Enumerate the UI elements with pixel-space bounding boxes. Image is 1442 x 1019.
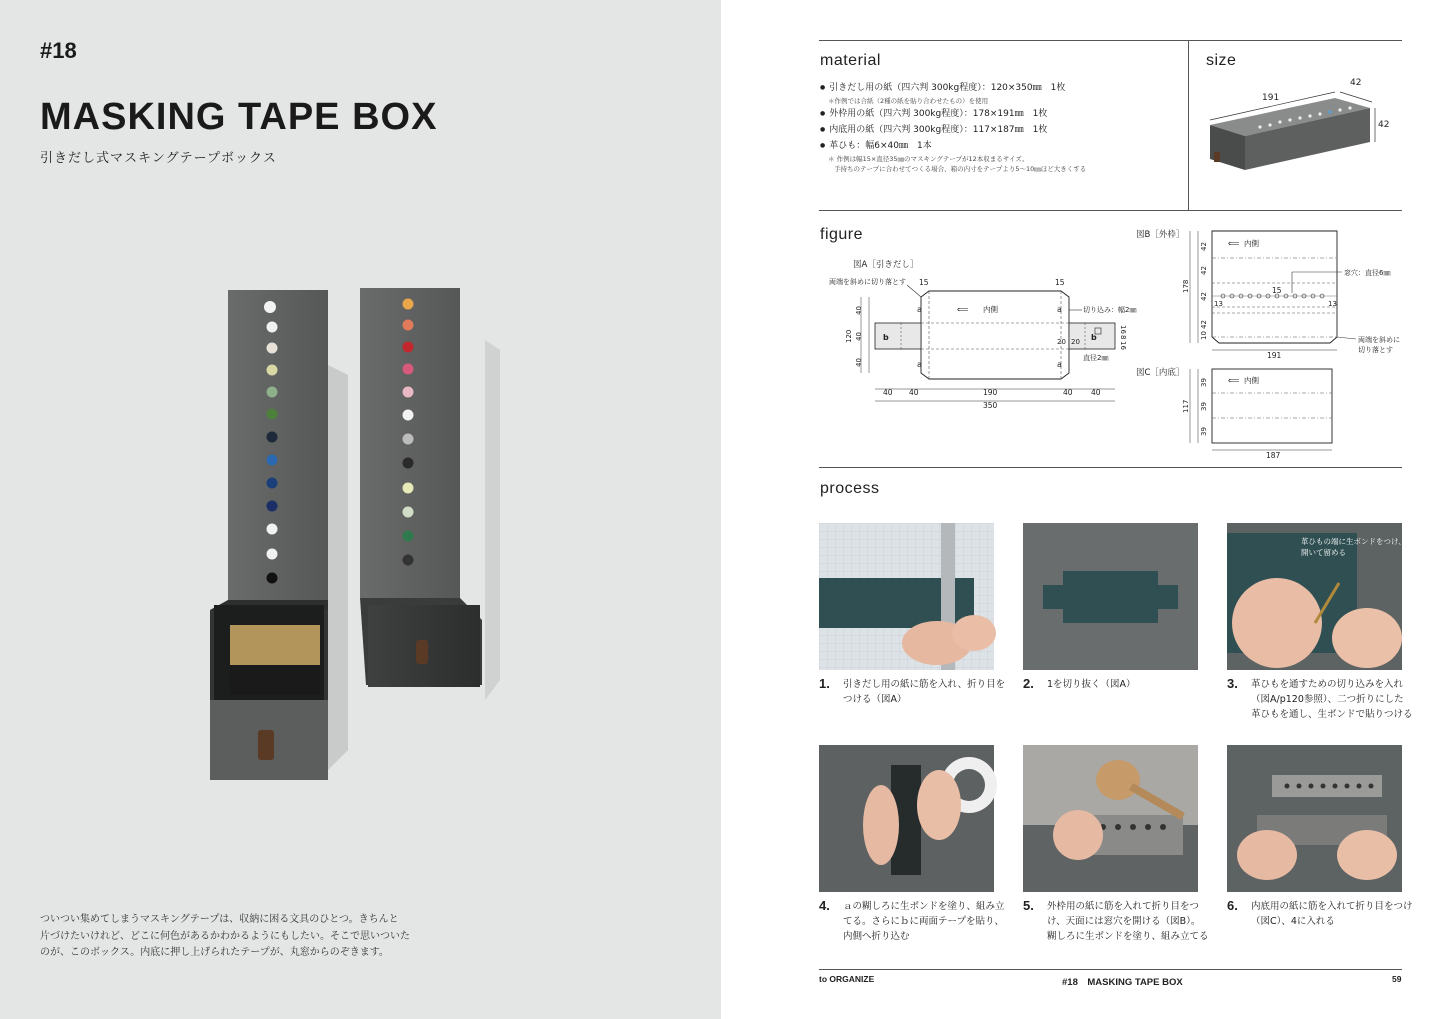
dim: 39 — [1200, 402, 1208, 411]
dim: 13 — [1214, 300, 1223, 308]
footer-section: to ORGANIZE — [819, 974, 875, 984]
label-a: a — [1057, 305, 1062, 314]
step-1-photo — [819, 523, 994, 670]
label-b: b — [1091, 333, 1097, 342]
step-5-photo — [1023, 745, 1198, 892]
size-heading: size — [1206, 52, 1237, 69]
step-5-text: 外枠用の紙に筋を入れて折り目をつ け、天面には窓穴を開ける（図B）。 糊しろに生ボンドを塗り、組み立てる — [1047, 901, 1209, 942]
dim: 39 — [1200, 427, 1208, 436]
material-note: ＊作例では合紙（2種の紙を貼り合わせたもの）を使用 — [828, 97, 989, 105]
step-6-number: 6. — [1227, 898, 1238, 913]
step-4-photo — [819, 745, 994, 892]
dim: 10 — [1200, 331, 1208, 340]
figB-cut: 切り落とす — [1358, 346, 1393, 354]
size-height: 42 — [1378, 120, 1390, 130]
svg-text:⟸: ⟸ — [1228, 376, 1240, 385]
size-illustration — [1200, 70, 1410, 180]
material-size-divider — [1188, 40, 1189, 210]
figC-inside: 内側 — [1244, 376, 1259, 385]
dim: 16 — [1119, 325, 1127, 334]
dim: 40 — [1091, 388, 1101, 397]
figC-title: 図C［内底］ — [1136, 368, 1185, 378]
material-item: ● 引きだし用の紙（四六判 300kg程度）：120×350㎜ 1枚 — [820, 80, 1086, 96]
material-item: ● 外枠用の紙（四六判 300kg程度）：178×191㎜ 1枚 — [820, 106, 1086, 122]
dim: 191 — [1267, 351, 1282, 360]
process-heading: process — [820, 480, 880, 497]
figA-note-left: 両端を斜めに切り落とす — [829, 278, 906, 286]
step-3-photo — [1227, 523, 1406, 670]
dim: 8 — [1119, 335, 1127, 340]
step-6-photo — [1227, 745, 1402, 892]
step-4-text: ａの糊しろに生ボンドを塗り、組み立 てる。さらにｂに両面テープを貼り、 内側へ折り込む — [843, 901, 1005, 942]
svg-text:⟸: ⟸ — [957, 305, 969, 314]
step-3-number: 3. — [1227, 676, 1238, 691]
dim: 39 — [1200, 378, 1208, 387]
figA-inside: 内側 — [983, 305, 998, 314]
step-2-photo — [1023, 523, 1198, 670]
figB-window: 窓穴：直径6㎜ — [1344, 269, 1391, 277]
svg-text:⟸: ⟸ — [1228, 239, 1240, 248]
dim: 40 — [855, 358, 863, 367]
dim: 120 — [845, 329, 853, 343]
figA-hole: 直径2㎜ — [1083, 354, 1109, 362]
project-number: #18 — [40, 38, 77, 63]
step-1-number: 1. — [819, 676, 830, 691]
size-length: 191 — [1262, 93, 1280, 103]
material-list — [820, 80, 1086, 174]
dim: 16 — [1119, 341, 1127, 350]
step-5-number: 5. — [1023, 898, 1034, 913]
dim: 40 — [1063, 388, 1073, 397]
material-note: ＊ 作例は幅15×直径35㎜のマスキングテープが12本収まるサイズ。 — [828, 155, 1029, 163]
figB-cut: 両端を斜めに — [1358, 336, 1400, 344]
label-a: a — [917, 360, 922, 369]
dim: 42 — [1200, 292, 1208, 301]
material-item: ● 内底用の紙（四六判 300kg程度）：117×187㎜ 1枚 — [820, 122, 1086, 138]
description: ついつい集めてしまうマスキングテープは、収納に困る文具のひとつ。きちんと 片づけたいけれど、どこに何色があるかわかるようにもしたい。そこで思いついた のが、このボックス。内底に押し上げられたテープが、丸窓からのぞきます。 — [40, 914, 410, 958]
step-2-number: 2. — [1023, 676, 1034, 691]
step-2-text: 1を切り抜く（図A） — [1047, 679, 1136, 690]
figA-cut: 切り込み：幅2㎜ — [1083, 306, 1137, 314]
dim: 178 — [1182, 279, 1190, 293]
figure-b-diagram — [1132, 225, 1402, 365]
material-heading: material — [820, 52, 881, 69]
footer-rule — [819, 969, 1402, 970]
dim: 40 — [855, 332, 863, 341]
figure-a-diagram — [825, 255, 1137, 415]
footer-title: #18 MASKING TAPE BOX — [1062, 977, 1183, 988]
figB-inside: 内側 — [1244, 239, 1259, 248]
label-b: b — [883, 333, 889, 342]
material-note: 手持ちのテープに合わせてつくる場合、箱の内寸をテープより5～10㎜ほど大きくする — [834, 165, 1087, 173]
figA-title: 図A［引きだし］ — [853, 260, 919, 270]
dim: 117 — [1182, 399, 1190, 413]
page-number: 59 — [1392, 974, 1402, 984]
dim: 13 — [1328, 300, 1337, 308]
step-1-text: 引きだし用の紙に筋を入れ、折り目を つける（図A） — [843, 679, 1006, 705]
figure-c-diagram — [1132, 363, 1402, 463]
figB-title: 図B［外枠］ — [1136, 230, 1185, 240]
material-item: ● 革ひも：幅6×40㎜ 1本 — [820, 138, 1086, 154]
dim: 40 — [909, 388, 919, 397]
top-rule — [819, 40, 1402, 41]
step-3-caption: 革ひもの端に生ボンドをつけ、 — [1301, 537, 1406, 546]
label-a: a — [917, 305, 922, 314]
figure-heading: figure — [820, 226, 864, 243]
page-subtitle: 引きだし式マスキングテープボックス — [40, 151, 277, 166]
step-4-number: 4. — [819, 898, 830, 913]
dim: 42 — [1200, 320, 1208, 329]
product-photo — [200, 280, 500, 780]
step-3-text: 革ひもを通すための切り込みを入れ （図A/p120参照）、二つ折りにした 革ひもを通し、生ボンドで貼りつける — [1251, 679, 1413, 720]
dim: 40 — [883, 388, 893, 397]
dim: 40 — [855, 306, 863, 315]
dim: 20 — [1071, 338, 1080, 346]
dim: 42 — [1200, 242, 1208, 251]
step-6-text: 内底用の紙に筋を入れて折り目をつけ （図C）、4に入れる — [1251, 901, 1413, 927]
dim: 20 — [1057, 338, 1066, 346]
figure-rule — [819, 210, 1402, 211]
process-rule — [819, 467, 1402, 468]
dim: 15 — [1272, 286, 1282, 295]
dim: 42 — [1200, 266, 1208, 275]
dim: 15 — [919, 278, 929, 287]
dim: 190 — [983, 388, 998, 397]
dim: 187 — [1266, 451, 1281, 460]
label-a: a — [1057, 360, 1062, 369]
page-title: MASKING TAPE BOX — [40, 96, 438, 138]
dim: 15 — [1055, 278, 1065, 287]
dim: 350 — [983, 401, 998, 410]
size-width: 42 — [1350, 78, 1362, 88]
step-3-caption: 開いて留める — [1301, 548, 1346, 557]
